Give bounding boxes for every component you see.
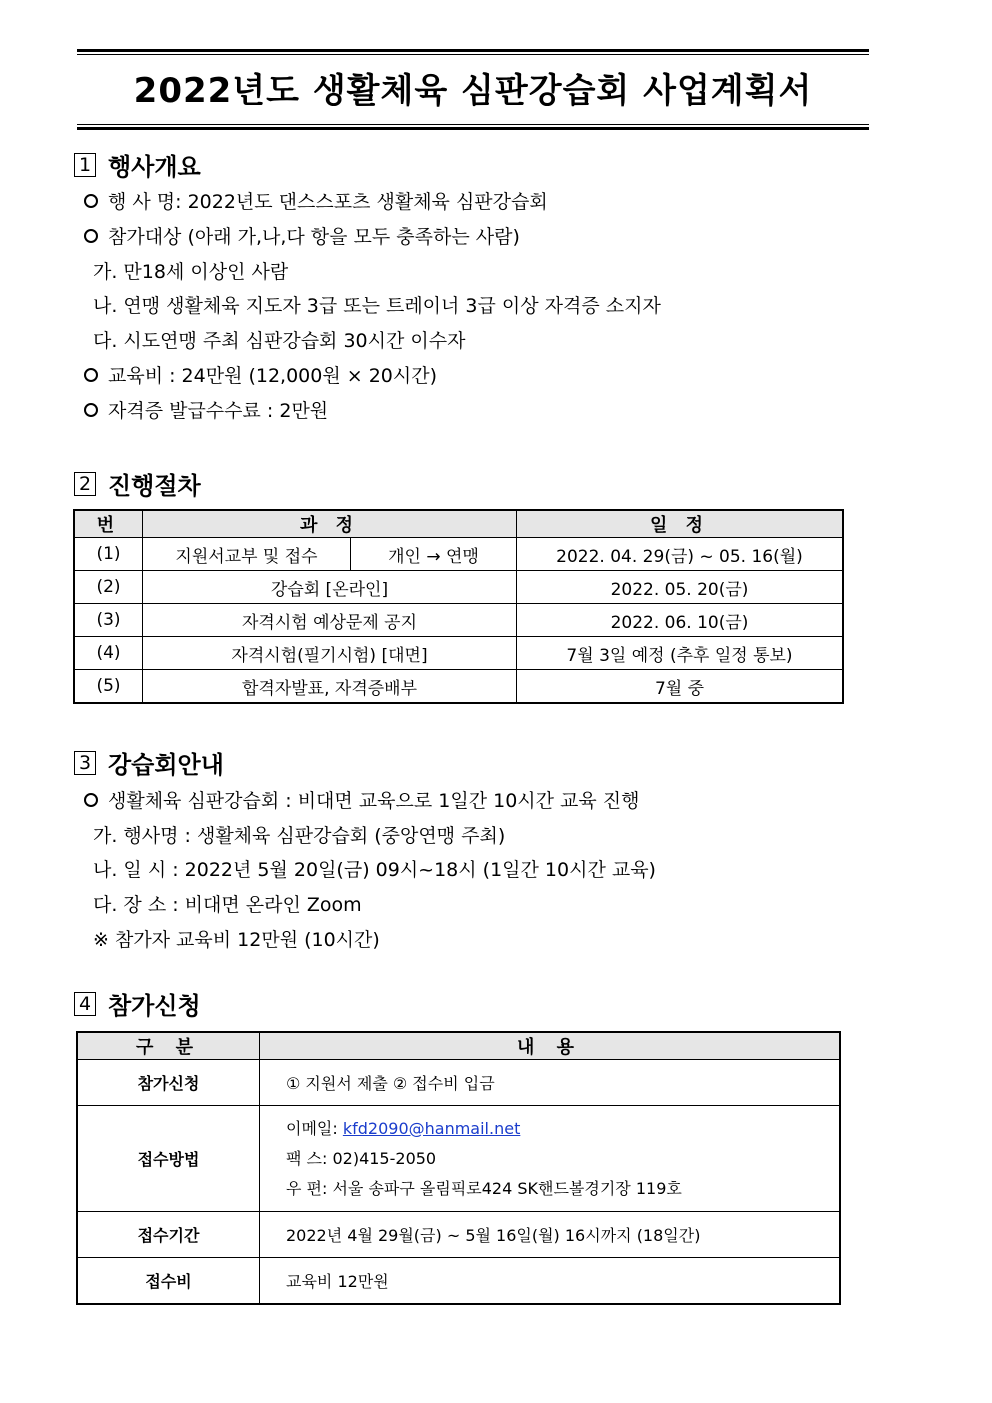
header-content: 내 용 <box>260 1032 841 1060</box>
row-process: 자격시험 예상문제 공지 <box>143 604 517 637</box>
section-title: 참가신청 <box>108 992 201 1020</box>
row-schedule: 7월 3일 예정 (추후 일정 통보) <box>517 637 844 670</box>
title-block <box>77 49 869 130</box>
row-label-method: 접수방법 <box>77 1106 260 1212</box>
table-header-row <box>77 1032 840 1060</box>
section-4-heading <box>74 986 201 1021</box>
row-no: (4) <box>74 637 143 670</box>
row-no: (5) <box>74 670 143 704</box>
procedure-table <box>73 509 844 704</box>
guide-note: ※ 참가자 교육비 12만원 (10시간) <box>93 929 380 951</box>
title-rule-top <box>77 49 869 52</box>
email-link[interactable]: kfd2090@hanmail.net <box>342 1118 521 1138</box>
row-label-apply: 참가신청 <box>77 1060 260 1106</box>
email-prefix: 이메일: <box>286 1118 343 1138</box>
overview-cert-fee-text: 자격증 발급수수료 : 2만원 <box>108 400 329 422</box>
title-rule-bottom-thin <box>77 124 869 125</box>
table-row <box>74 637 843 670</box>
overview-target-text: 참가대상 (아래 가,나,다 항을 모두 충족하는 사람) <box>108 226 520 248</box>
section-title: 행사개요 <box>108 153 201 181</box>
table-row <box>77 1106 840 1212</box>
section-title: 강습회안내 <box>108 751 224 779</box>
row-value-period: 2022년 4월 29월(금) ~ 5월 16일(월) 16시까지 (18일간) <box>260 1212 841 1258</box>
row-sub: 개인 → 연맹 <box>351 538 517 571</box>
row-value-fee: 교육비 12만원 <box>260 1258 841 1305</box>
fax-line: 팩 스: 02)415-2050 <box>286 1148 437 1168</box>
row-no: (2) <box>74 571 143 604</box>
row-value-apply: ① 지원서 제출 ② 접수비 입금 <box>260 1060 841 1106</box>
row-schedule: 2022. 04. 29(금) ~ 05. 16(월) <box>517 538 844 571</box>
row-no: (1) <box>74 538 143 571</box>
overview-target-c: 다. 시도연맹 주최 심판강습회 30시간 이수자 <box>93 330 466 352</box>
header-category: 구 분 <box>77 1032 260 1060</box>
post-line: 우 편: 서울 송파구 올림픽로424 SK핸드볼경기장 119호 <box>286 1178 682 1198</box>
overview-event-name-text: 행 사 명: 2022년도 댄스스포츠 생활체육 심판강습회 <box>108 191 548 213</box>
section-number-box: 1 <box>74 153 96 177</box>
circle-bullet-icon <box>84 194 98 208</box>
title-rule-bottom <box>77 127 869 130</box>
row-schedule: 7월 중 <box>517 670 844 704</box>
overview-event-name <box>84 187 548 214</box>
row-label-period: 접수기간 <box>77 1212 260 1258</box>
header-no: 번 <box>74 510 143 538</box>
row-process: 지원서교부 및 접수 <box>143 538 351 571</box>
table-row <box>74 604 843 637</box>
guide-main <box>84 786 639 813</box>
circle-bullet-icon <box>84 403 98 417</box>
section-number-box: 3 <box>74 751 96 775</box>
table-row <box>74 571 843 604</box>
overview-fee <box>84 361 437 388</box>
guide-a: 가. 행사명 : 생활체육 심판강습회 (중앙연맹 주최) <box>93 825 506 847</box>
section-1-heading <box>74 147 201 182</box>
table-row <box>74 538 843 571</box>
row-value-method <box>260 1106 841 1212</box>
circle-bullet-icon <box>84 368 98 382</box>
table-row <box>74 670 843 704</box>
guide-b: 나. 일 시 : 2022년 5월 20일(금) 09시~18시 (1일간 10시간 교육) <box>93 859 656 881</box>
application-table <box>76 1031 841 1305</box>
table-row <box>77 1060 840 1106</box>
row-process: 강습회 [온라인] <box>143 571 517 604</box>
table-header-row <box>74 510 843 538</box>
circle-bullet-icon <box>84 229 98 243</box>
row-process: 합격자발표, 자격증배부 <box>143 670 517 704</box>
email-line <box>286 1114 839 1144</box>
overview-target-a: 가. 만18세 이상인 사람 <box>93 261 289 283</box>
overview-cert-fee <box>84 396 328 423</box>
row-label-fee: 접수비 <box>77 1258 260 1305</box>
table-row <box>77 1258 840 1305</box>
circle-bullet-icon <box>84 793 98 807</box>
row-no: (3) <box>74 604 143 637</box>
table-row <box>77 1212 840 1258</box>
section-title: 진행절차 <box>108 472 201 500</box>
header-process: 과 정 <box>143 510 517 538</box>
section-2-heading <box>74 466 201 501</box>
header-schedule: 일 정 <box>517 510 844 538</box>
row-schedule: 2022. 05. 20(금) <box>517 571 844 604</box>
row-process: 자격시험(필기시험) [대면] <box>143 637 517 670</box>
guide-c: 다. 장 소 : 비대면 온라인 Zoom <box>93 894 362 916</box>
overview-target-b: 나. 연맹 생활체육 지도자 3급 또는 트레이너 3급 이상 자격증 소지자 <box>93 295 661 317</box>
page-title: 2022년도 생활체육 심판강습회 사업계획서 <box>133 71 813 111</box>
row-schedule: 2022. 06. 10(금) <box>517 604 844 637</box>
section-3-heading <box>74 745 224 780</box>
guide-main-text: 생활체육 심판강습회 : 비대면 교육으로 1일간 10시간 교육 진행 <box>108 790 640 812</box>
section-number-box: 4 <box>74 992 96 1016</box>
section-number-box: 2 <box>74 472 96 496</box>
overview-fee-text: 교육비 : 24만원 (12,000원 × 20시간) <box>108 365 438 387</box>
overview-target <box>84 222 520 249</box>
